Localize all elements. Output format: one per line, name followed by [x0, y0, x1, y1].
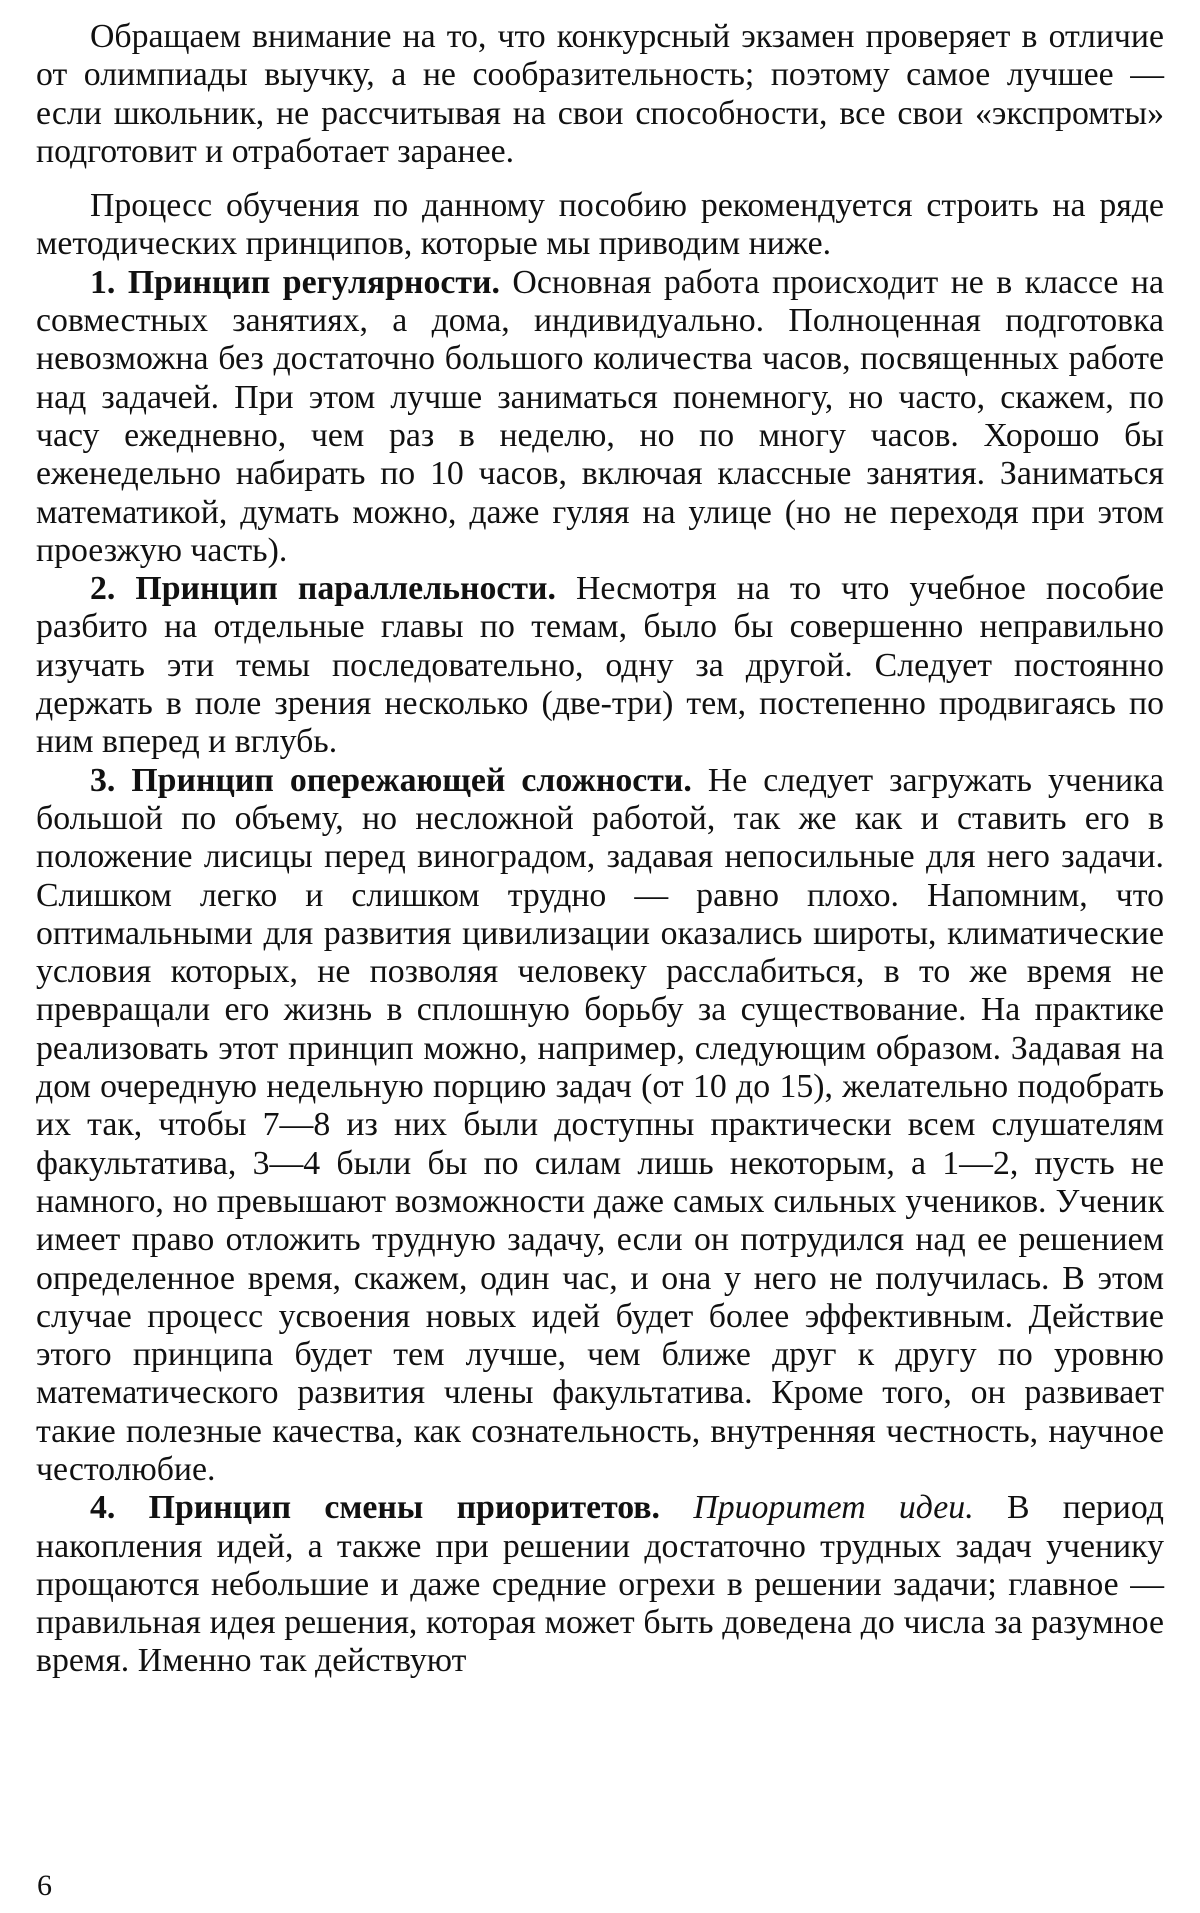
- paragraph-principle-3: [36, 762, 1164, 1490]
- principle-4-italic: Приоритет идеи.: [693, 1489, 974, 1527]
- paragraph-principle-4: [36, 1489, 1164, 1680]
- principle-3-text: Не следует загружать ученика большой по объему, но несложной работой, так же как и ставить его в положение лисицы перед виноградом, задавая непосильные для него задачи. Слишком легко и слишком трудно — равно плохо. Напомним, что оптимальными для развития цивилизации оказались широты, климатические условия которых, не позволяя человеку расслабиться, в то же время не превращали его жизнь в сплошную борьбу за существование. На практике реализовать этот принцип можно, например, следующим образом. Задавая на дом очередную недельную порцию задач (от 10 до 15), желательно подобрать их так, чтобы 7—8 из них были доступны практически всем слушателям факультатива, 3—4 были бы по силам лишь некоторым, а 1—2, пусть не намного, но превышают возможности даже самых сильных учеников. Ученик имеет право отложить трудную задачу, если он потрудился над ее решением определенное время, скажем, один час, и она у него не получилась. В этом случае процесс усвоения новых идей будет более эффективным. Действие этого принципа будет тем лучше, чем ближе друг к другу по уровню математического развития члены факультатива. Кроме того, он развивает такие полезные качества, как сознательность, внутренняя честность, научное честолюбие.: [36, 761, 1164, 1488]
- principle-4-heading: 4. Принцип смены приоритетов.: [90, 1489, 661, 1527]
- paragraph-exam-note: Обращаем внимание на то, что конкурсный экзамен проверяет в отличие от олимпиады выучку, а не сообразительность; поэтому самое лучшее — если школьник, не рассчитывая на свои способности, все свои «экспромты» подготовит и отработает заранее.: [36, 18, 1164, 170]
- principle-1-heading: 1. Принцип регулярности.: [90, 263, 500, 301]
- principle-3-heading: 3. Принцип опережающей сложности.: [90, 761, 692, 799]
- principle-2-heading: 2. Принцип параллельности.: [90, 570, 556, 608]
- page-body: [36, 18, 1164, 1681]
- paragraph-principle-1: [36, 264, 1164, 570]
- paragraph-principle-2: [36, 570, 1164, 761]
- paragraph-intro: Процесс обучения по данному пособию рекомендуется строить на ряде методических принципов, которые мы приводим ниже.: [36, 187, 1164, 263]
- principle-4-text: В период накопления идей, а также при решении достаточно трудных задач ученику прощаются небольшие и даже средние огрехи в решении задачи; главное — правильная идея решения, которая может быть доведена до числа за разумное время. Именно так действуют: [36, 1489, 1164, 1680]
- principle-2-text: Несмотря на то что учебное пособие разбито на отдельные главы по темам, было бы совершенно неправильно изучать эти темы последовательно, одну за другой. Следует постоянно держать в поле зрения несколько (две-три) тем, постепенно продвигаясь по ним вперед и вглубь.: [36, 570, 1164, 761]
- page-number: 6: [37, 1869, 52, 1902]
- principle-1-text: Основная работа происходит не в классе на совместных занятиях, а дома, индивидуально. Полноценная подготовка невозможна без достаточно большого количества часов, посвященных работе над задачей. При этом лучше заниматься понемногу, но часто, скажем, по часу ежедневно, чем раз в неделю, но по многу часов. Хорошо бы еженедельно набирать по 10 часов, включая классные занятия. Заниматься математикой, думать можно, даже гуляя на улице (но не переходя при этом проезжую часть).: [36, 263, 1164, 569]
